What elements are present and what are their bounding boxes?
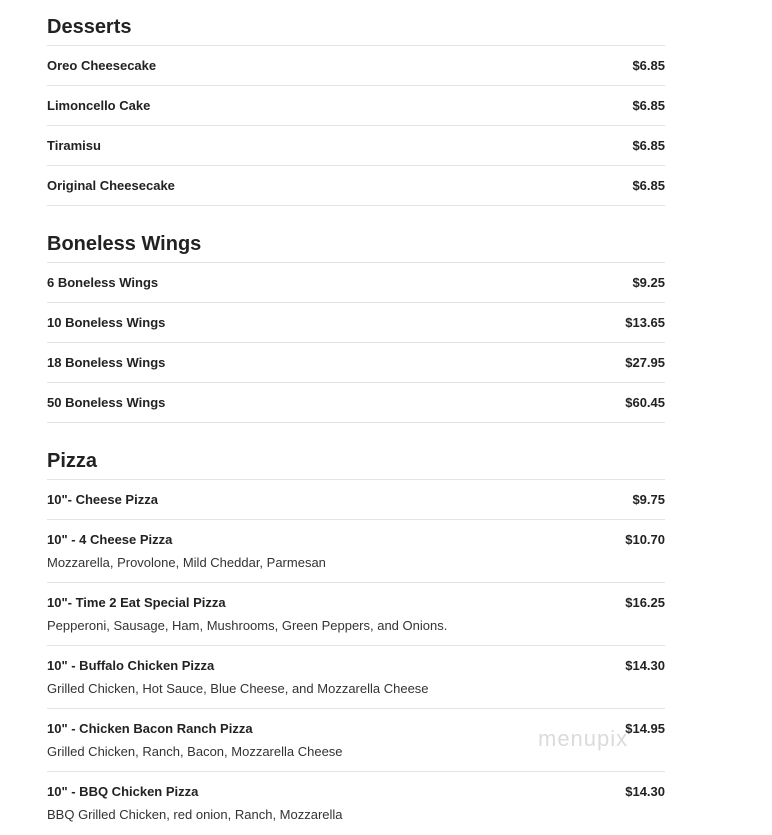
menupix-watermark: menupix (538, 726, 629, 751)
item-name: 10"- Cheese Pizza (47, 492, 158, 507)
item-name: 10"- Time 2 Eat Special Pizza (47, 595, 226, 610)
item-name: 6 Boneless Wings (47, 275, 159, 290)
section-title: Boneless Wings (47, 217, 665, 263)
item-name: 10" - BBQ Chicken Pizza (47, 784, 199, 799)
item-name: 18 Boneless Wings (47, 355, 166, 370)
menu-item[interactable] (47, 263, 665, 303)
section-boneless-wings (47, 217, 665, 423)
item-name: 10" - Buffalo Chicken Pizza (47, 658, 215, 673)
item-price: $6.85 (632, 138, 665, 153)
menu-item[interactable] (47, 343, 665, 383)
menu-item[interactable] (47, 166, 665, 206)
item-name: 10" - 4 Cheese Pizza (47, 532, 173, 547)
item-name: Original Cheesecake (47, 178, 175, 193)
item-description: Mozzarella, Provolone, Mild Cheddar, Parmesan (47, 555, 326, 570)
menu-item[interactable] (47, 383, 665, 423)
item-price: $13.65 (625, 315, 665, 330)
menu-item[interactable] (47, 303, 665, 343)
item-price: $6.85 (632, 58, 665, 73)
item-description: Grilled Chicken, Hot Sauce, Blue Cheese, and Mozzarella Cheese (47, 681, 429, 696)
section-desserts (47, 0, 665, 206)
section-title: Pizza (47, 434, 665, 480)
menu (47, 0, 665, 835)
item-name: Tiramisu (47, 138, 101, 153)
item-price: $9.25 (632, 275, 665, 290)
item-price: $9.75 (632, 492, 665, 507)
item-price: $14.30 (625, 658, 665, 673)
item-name: 10 Boneless Wings (47, 315, 166, 330)
item-name: Oreo Cheesecake (47, 58, 157, 73)
item-price: $60.45 (625, 395, 665, 410)
menu-item[interactable] (47, 126, 665, 166)
item-price: $6.85 (632, 178, 665, 193)
menu-item[interactable] (47, 520, 665, 583)
item-description: Pepperoni, Sausage, Ham, Mushrooms, Green Peppers, and Onions. (47, 618, 448, 633)
item-price: $27.95 (625, 355, 665, 370)
menu-item[interactable] (47, 772, 665, 835)
menu-item[interactable] (47, 86, 665, 126)
section-title: Desserts (47, 0, 665, 46)
item-price: $14.95 (625, 721, 665, 736)
item-name: 50 Boneless Wings (47, 395, 166, 410)
section-pizza (47, 434, 665, 835)
item-price: $6.85 (632, 98, 665, 113)
menu-item[interactable] (47, 46, 665, 86)
item-description: Grilled Chicken, Ranch, Bacon, Mozzarella Cheese (47, 744, 343, 759)
item-name: 10" - Chicken Bacon Ranch Pizza (47, 721, 253, 736)
menu-item[interactable] (47, 480, 665, 520)
menu-item[interactable] (47, 646, 665, 709)
menu-item[interactable] (47, 583, 665, 646)
item-name: Limoncello Cake (47, 98, 151, 113)
item-price: $16.25 (625, 595, 665, 610)
item-price: $10.70 (625, 532, 665, 547)
item-price: $14.30 (625, 784, 665, 799)
item-description: BBQ Grilled Chicken, red onion, Ranch, Mozzarella (47, 807, 343, 822)
